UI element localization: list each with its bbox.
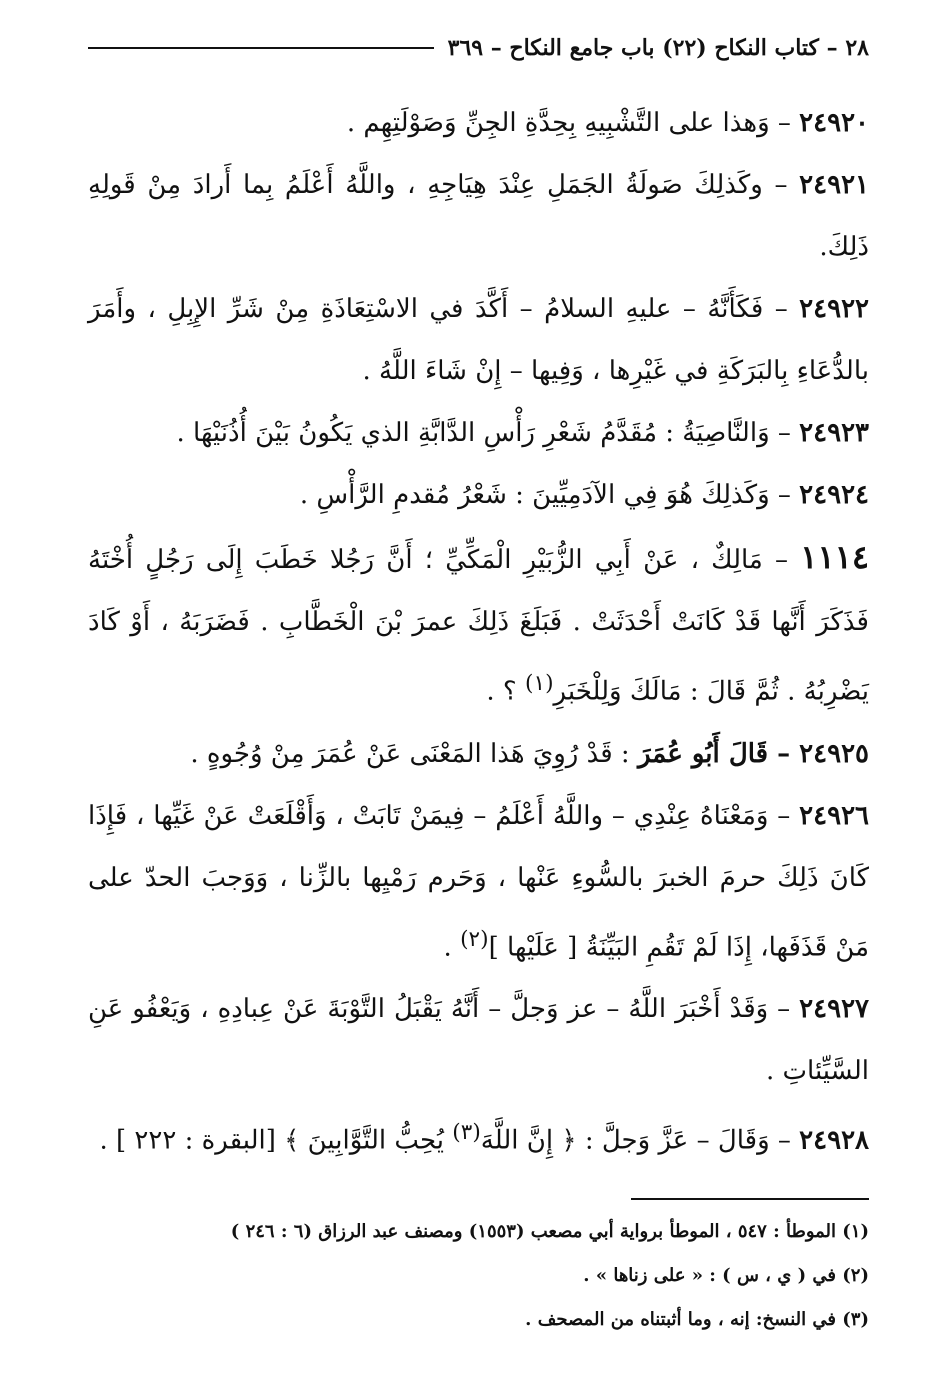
footnote: (١) الموطأ : ٥٤٧ ، الموطأ برواية أبي مصعب (١٥٥٣) ومصنف عبد الرزاق (٦ : ٢٤٦ ) <box>230 1220 869 1242</box>
paragraph <box>88 785 869 979</box>
footnote-marker: (٢) <box>460 926 489 952</box>
paragraph-text: – وَقَالَ – عَزَّ وَجلَّ : ﴿ إِنَّ اللَّهَ <box>480 1125 800 1156</box>
paragraph-number: ٢٤٩٢٨ <box>799 1125 869 1156</box>
paragraph <box>88 92 869 154</box>
paragraph <box>88 402 869 464</box>
paragraph <box>88 978 869 1102</box>
footnotes <box>88 1210 869 1342</box>
paragraph-text: – وَقَدْ أَخْبَرَ اللَّهُ – عز وَجلَّ – أَنَّهُ يَقْبَلُ التَّوْبَةَ عَنْ عِبادِهِ ، وَيَعْفُو عَنِ السَّيِّئاتِ . <box>88 994 869 1087</box>
paragraph-number: ٢٤٩٢٣ <box>799 418 869 448</box>
paragraph-number: ٢٤٩٢٤ <box>799 480 869 510</box>
paragraph-text: – وَمَعْنَاهُ عِنْدِي – واللَّهُ أَعْلَمُ – فِيمَنْ تَابَتْ ، وَأَقْلَعَتْ عَنْ غَيِّها ، فَإِذَا كَانَ ذَلِكَ حرمَ الخبرَ بالسُّوءِ عَنْها ، وَحَرم رَمْيِها بالزِّنا ، وَوَجبَ الحدّ على مَنْ قَذَفَها، إِذَا لَمْ تَقُمِ البَيِّنَةُ [ عَلَيْها ] <box>88 800 869 963</box>
hadith-number: ١١١٤ <box>800 538 869 576</box>
paragraph-tail: . <box>443 932 461 963</box>
footnote-marker: (١) <box>525 671 554 696</box>
paragraph-text: – وَهذا على التَّشْبِيهِ بِحِدَّةِ الجِنِّ وَصَوْلَتِهِم . <box>346 108 800 138</box>
paragraph-text: – وكَذلِكَ صَولَةُ الجَمَلِ عِنْدَ هِيَاجِهِ ، واللَّهُ أَعْلَمُ بِما أَرادَ مِنْ قَولِهِ ذَلِكَ. <box>88 170 869 262</box>
hadith-text: – مَالِكٌ ، عَنْ أَبِي الزُّبَيْرِ الْمَكِّيِّ ؛ أَنَّ رَجُلا خَطَبَ إِلَى رَجُلٍ أُخْتَهُ فَذَكَرَ أَنَّها قَدْ كَانَتْ أَحْدَثَتْ . فَبَلَغَ ذَلِكَ عمرَ بْنَ الْخَطَّابِ . فَضَرَبَهُ ، أَوْ كَادَ يَضْرِبُهُ . ثُمَّ قَالَ : مَالَكَ وَلِلْخَبَرِ <box>88 545 869 707</box>
main-text <box>88 92 869 1172</box>
footnote-rule <box>631 1198 869 1200</box>
paragraph-number: ٢٤٩٢٢ <box>799 294 869 324</box>
paragraph <box>88 464 869 526</box>
paragraph-number: ٢٤٩٢١ <box>799 170 869 200</box>
hadith-paragraph <box>88 526 869 723</box>
hadith-tail: ؟ . <box>486 676 525 707</box>
paragraph-text: – فَكَأَنَّهُ – عليهِ السلامُ – أَكَّدَ في الاسْتِعَاذَةِ مِنْ شَرِّ الإِبِلِ ، وأَمَرَ بالدُّعَاءِ بِالبَرَكَةِ في غَيْرِها ، وَفِيها – إِنْ شَاءَ اللَّهُ . <box>88 294 869 386</box>
footnote: (٣) في النسخ: إنه ، وما أثبتناه من المصحف . <box>525 1308 869 1330</box>
footnote: (٢) في ( ي ، س ) : « على زناها » . <box>583 1264 869 1286</box>
running-header <box>88 28 869 68</box>
paragraph-tail: يُحِبُّ التَّوَّابِينَ ﴾ [البقرة : ٢٢٢ ] . <box>99 1125 453 1156</box>
paragraph <box>88 1102 869 1172</box>
speaker-lead: – قَالَ أَبُو عُمَرَ <box>637 738 800 769</box>
paragraph-number: ٢٤٩٢٠ <box>799 108 869 138</box>
paragraph-text: – وَكَذلِكَ هُوَ فِي الآدَمِيِّينَ : شَعْرُ مُقدمِ الرَّأْسِ . <box>299 480 800 510</box>
header-rule <box>88 47 434 49</box>
paragraph-text: : قَدْ رُوِيَ هَذا المَعْنَى عَنْ عُمَرَ مِنْ وُجُوهٍ . <box>190 738 638 769</box>
paragraph-number: ٢٤٩٢٥ <box>799 738 869 769</box>
header-title: ٢٨ – كتاب النكاح (٢٢) باب جامع النكاح – ٣٦٩ <box>447 35 869 61</box>
paragraph-number: ٢٤٩٢٦ <box>799 800 869 831</box>
paragraph-number: ٢٤٩٢٧ <box>799 994 869 1025</box>
paragraph-text: – وَالنَّاصِيَةُ : مُقَدَّمُ شَعْرِ رَأْسِ الدَّابَّةِ الذي يَكُونُ بَيْنَ أُذُنَيْهَا . <box>176 418 800 448</box>
paragraph <box>88 723 869 785</box>
paragraph <box>88 154 869 278</box>
footnote-marker: (٣) <box>452 1120 481 1146</box>
paragraph <box>88 278 869 402</box>
